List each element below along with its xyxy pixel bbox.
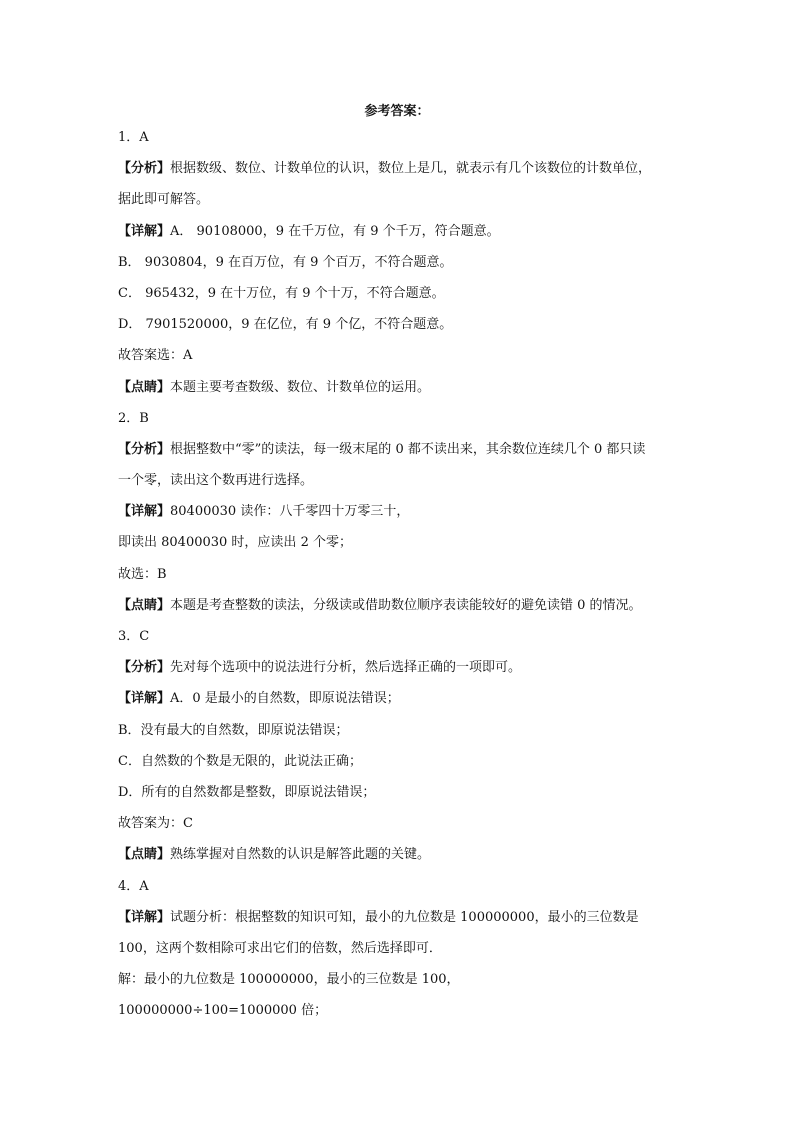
text-line bbox=[118, 995, 678, 1026]
text-line bbox=[118, 309, 678, 340]
line-text: 即读出 80400030 时，应读出 2 个零； bbox=[118, 535, 352, 551]
line-text: 3．C bbox=[118, 629, 150, 644]
line-text: 试题分析：根据整数的知识可知，最小的九位数是 100000000，最小的三位数是 bbox=[170, 909, 639, 925]
line-text: 一个零，读出这个数再进行选择。 bbox=[118, 473, 314, 489]
text-line bbox=[118, 247, 678, 278]
text-line bbox=[118, 964, 678, 995]
line-text: 4．A bbox=[118, 878, 149, 894]
section-tag: 【详解】 bbox=[118, 223, 171, 239]
page-title: 参考答案： bbox=[364, 104, 430, 119]
line-text: 故答案选：A bbox=[118, 348, 193, 364]
text-line bbox=[118, 527, 678, 558]
text-line bbox=[118, 871, 678, 902]
text-line bbox=[118, 184, 678, 215]
answer-lines bbox=[118, 122, 678, 1026]
line-text: B． 9030804，9 在百万位，有 9 个百万，不符合题意。 bbox=[118, 254, 453, 270]
line-text: 先对每个选项中的说法进行分析，然后选择正确的一项即可。 bbox=[170, 660, 522, 676]
text-line bbox=[118, 590, 678, 621]
line-text: C．自然数的个数是无限的，此说法正确； bbox=[118, 753, 362, 769]
section-tag: 【详解】 bbox=[118, 909, 171, 925]
line-text: 1．A bbox=[118, 130, 149, 145]
text-line bbox=[118, 465, 678, 496]
line-text: 据此即可解答。 bbox=[118, 192, 210, 208]
section-tag: 【分析】 bbox=[118, 441, 171, 457]
text-line bbox=[118, 216, 678, 247]
text-line bbox=[118, 122, 678, 153]
line-text: B．没有最大的自然数，即原说法错误； bbox=[118, 722, 349, 738]
text-line bbox=[118, 933, 678, 964]
section-tag: 【点睛】 bbox=[118, 847, 171, 863]
text-line bbox=[118, 153, 678, 184]
line-text: 根据整数中“零”的读法，每一级末尾的 0 都不读出来，其余数位连续几个 0 都只读 bbox=[170, 441, 646, 457]
line-text: 2．B bbox=[118, 410, 149, 426]
text-line bbox=[118, 372, 678, 403]
text-line bbox=[118, 777, 678, 808]
line-text: D． 7901520000，9 在亿位，有 9 个亿，不符合题意。 bbox=[118, 317, 453, 333]
text-line bbox=[118, 278, 678, 309]
section-tag: 【详解】 bbox=[118, 504, 171, 520]
text-line bbox=[118, 652, 678, 683]
section-tag: 【分析】 bbox=[118, 660, 171, 676]
text-line bbox=[118, 434, 678, 465]
text-line bbox=[118, 621, 678, 652]
line-text: A． 90108000，9 在千万位，有 9 个千万，符合题意。 bbox=[170, 223, 500, 239]
text-line bbox=[118, 808, 678, 839]
section-tag: 【点睛】 bbox=[118, 379, 171, 395]
line-text: 解：最小的九位数是 100000000，最小的三位数是 100， bbox=[118, 972, 460, 988]
line-text: C． 965432，9 在十万位，有 9 个十万，不符合题意。 bbox=[118, 285, 445, 301]
line-text: 故选：B bbox=[118, 566, 167, 582]
line-text: 100000000÷100=1000000 倍； bbox=[118, 1003, 328, 1019]
text-line bbox=[118, 839, 678, 870]
line-text: 80400030 读作：八千零四十万零三十， bbox=[170, 504, 410, 520]
text-line bbox=[118, 715, 678, 746]
text-line bbox=[118, 403, 678, 434]
line-text: 根据数级、数位、计数单位的认识，数位上是几，就表示有几个该数位的计数单位， bbox=[170, 161, 652, 177]
text-line bbox=[118, 340, 678, 371]
text-line bbox=[118, 496, 678, 527]
text-line bbox=[118, 746, 678, 777]
section-tag: 【详解】 bbox=[118, 691, 171, 707]
line-text: 熟练掌握对自然数的认识是解答此题的关键。 bbox=[170, 847, 431, 863]
line-text: 本题主要考查数级、数位、计数单位的运用。 bbox=[170, 379, 431, 395]
section-tag: 【点睛】 bbox=[118, 597, 171, 613]
text-line bbox=[118, 902, 678, 933]
line-text: A．0 是最小的自然数，即原说法错误； bbox=[170, 691, 400, 707]
line-text: 本题是考查整数的读法，分级读或借助数位顺序表读能较好的避免读错 0 的情况。 bbox=[170, 597, 642, 613]
text-line bbox=[118, 559, 678, 590]
line-text: 100，这两个数相除可求出它们的倍数，然后选择即可． bbox=[118, 940, 442, 956]
text-line bbox=[118, 683, 678, 714]
line-text: D．所有的自然数都是整数，即原说法错误； bbox=[118, 784, 376, 800]
section-tag: 【分析】 bbox=[118, 161, 171, 177]
line-text: 故答案为：C bbox=[118, 816, 193, 832]
